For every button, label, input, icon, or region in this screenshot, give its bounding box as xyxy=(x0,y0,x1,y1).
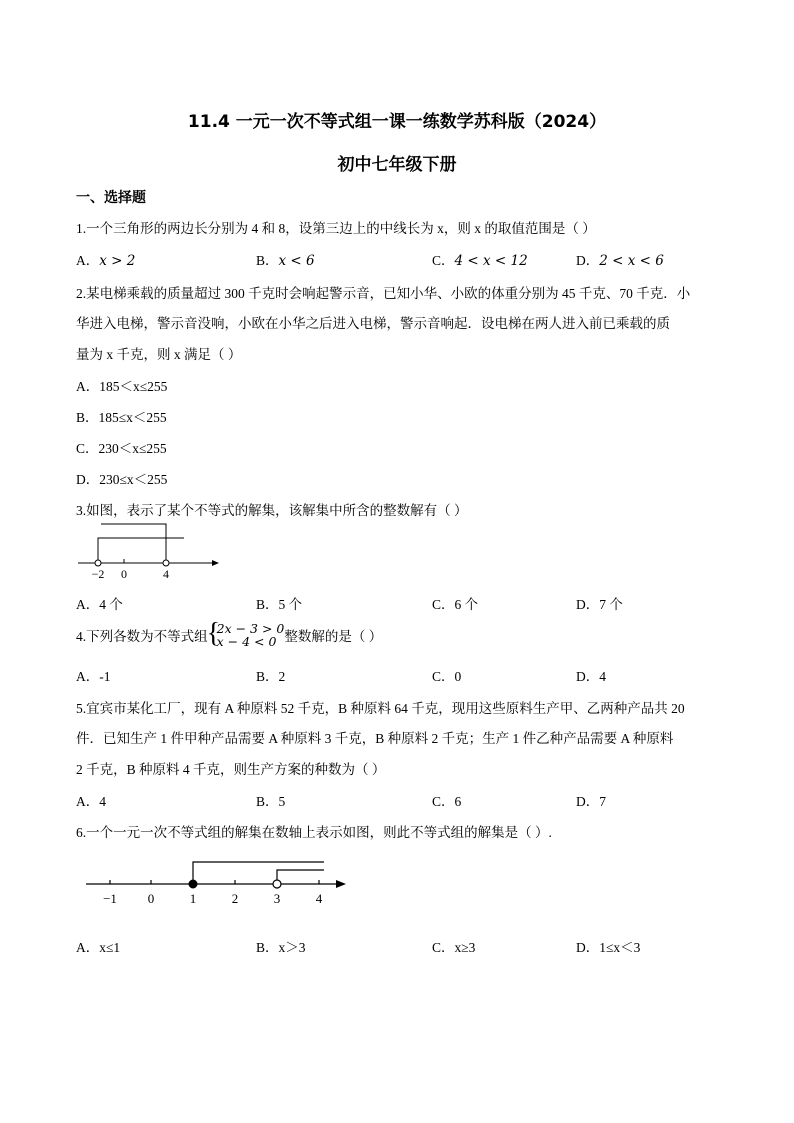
q1-stem: 1.一个三角形的两边长分别为 4 和 8，设第三边上的中线长为 x，则 x 的取值范围是（ ） xyxy=(76,221,596,236)
q4-stem-before: 4.下列各数为不等式组 xyxy=(76,629,208,644)
q6-axis-arrow-icon xyxy=(336,880,346,888)
q6-solution-ray-1 xyxy=(193,862,324,884)
q4-option-d[interactable]: D．4 xyxy=(576,669,606,684)
q6-option-d[interactable]: D．1≤x＜3 xyxy=(576,940,641,955)
q5-stem-line-3: 2 千克，B 种原料 4 千克，则生产方案的种数为（ ） xyxy=(76,762,386,777)
q1-option-d-math: 2 < x < 6 xyxy=(599,253,664,269)
q6-option-a[interactable]: A．x≤1 xyxy=(76,940,121,955)
q3-axis-arrow-icon xyxy=(212,560,219,566)
q2-stem-line-2: 华进入电梯，警示音没响，小欧在小华之后进入电梯，警示音响起．设电梯在两人进入前已乘载的质 xyxy=(76,316,670,331)
q3-solution-bracket-2 xyxy=(101,524,166,563)
q6-axis-label-2: 2 xyxy=(231,891,239,906)
q3-option-b[interactable]: B．5 个 xyxy=(256,597,303,612)
q1-option-d[interactable] xyxy=(576,249,664,269)
q6-axis-label-0: 0 xyxy=(147,891,155,906)
q5-option-a[interactable]: A．4 xyxy=(76,794,106,809)
q6-axis-label-3: 3 xyxy=(273,891,281,906)
q3-axis-label-neg2: −2 xyxy=(91,567,105,581)
q4-inequality-system xyxy=(206,618,285,649)
q6-number-line-figure xyxy=(80,855,360,915)
q2-stem-line-1: 2.某电梯乘载的质量超过 300 千克时会响起警示音，已知小华、小欧的体重分别为 45 千克、70 千克．小 xyxy=(76,286,691,301)
q5-stem-line-1: 5.宜宾市某化工厂，现有 A 种原料 52 千克，B 种原料 64 千克，现用这些原料生产甲、乙两种产品共 20 xyxy=(76,701,685,716)
q3-option-c[interactable]: C．6 个 xyxy=(432,597,479,612)
q5-option-d[interactable]: D．7 xyxy=(576,794,606,809)
q1-option-b[interactable] xyxy=(256,249,315,269)
q3-option-a[interactable]: A．4 个 xyxy=(76,597,123,612)
q2-option-c[interactable]: C．230＜x≤255 xyxy=(76,441,167,456)
q1-option-b-math: x < 6 xyxy=(278,253,315,269)
q4-option-a[interactable]: A．-1 xyxy=(76,669,111,684)
q5-option-c[interactable]: C．6 xyxy=(432,794,462,809)
q1-option-c[interactable] xyxy=(432,249,528,269)
q3-solution-bracket xyxy=(98,538,184,563)
q3-axis-label-0: 0 xyxy=(121,567,127,581)
q3-open-circle-2 xyxy=(163,560,169,566)
q4-stem xyxy=(76,618,383,649)
q2-option-d[interactable]: D．230≤x＜255 xyxy=(76,472,168,487)
q5-stem-line-2: 件．已知生产 1 件甲种产品需要 A 种原料 3 千克，B 种原料 2 千克；生产 1 件乙种产品需要 A 种原料 xyxy=(76,731,674,746)
q4-stem-after: 整数解的是（ ） xyxy=(284,629,383,644)
q1-option-a-label: A． xyxy=(76,253,100,268)
q6-open-circle xyxy=(273,880,281,888)
q2-stem-line-3: 量为 x 千克，则 x 满足（ ） xyxy=(76,347,242,362)
q5-option-b[interactable]: B．5 xyxy=(256,794,286,809)
q1-option-d-label: D． xyxy=(576,253,600,268)
q6-axis-label-neg1: −1 xyxy=(103,891,117,906)
q1-option-b-label: B． xyxy=(256,253,279,268)
q4-inequality-2: x − 4 < 0 xyxy=(216,634,277,649)
q1-option-a-math: x > 2 xyxy=(99,253,136,269)
q4-option-b[interactable]: B．2 xyxy=(256,669,286,684)
q1-option-a[interactable] xyxy=(76,249,135,269)
q3-axis-label-4: 4 xyxy=(163,567,169,581)
q3-number-line-figure xyxy=(74,522,224,582)
document-title: 11.4 一元一次不等式组一课一练数学苏科版（2024） xyxy=(187,112,607,132)
q1-option-c-math: 4 < x < 12 xyxy=(454,253,528,269)
q6-option-b[interactable]: B．x＞3 xyxy=(256,940,306,955)
q3-option-d[interactable]: D．7 个 xyxy=(576,597,623,612)
q2-option-b[interactable]: B．185≤x＜255 xyxy=(76,410,167,425)
document-subtitle: 初中七年级下册 xyxy=(337,155,457,175)
q3-open-circle xyxy=(95,560,101,566)
q2-option-a[interactable]: A．185＜x≤255 xyxy=(76,379,168,394)
q6-axis-label-1: 1 xyxy=(189,891,197,906)
q3-stem: 3.如图，表示了某个不等式的解集，该解集中所含的整数解有（ ） xyxy=(76,503,468,518)
q4-inequality-1: 2x − 3 > 0 xyxy=(216,621,285,636)
left-brace-icon: { xyxy=(206,618,221,649)
q6-stem: 6.一个一元一次不等式组的解集在数轴上表示如图，则此不等式组的解集是（ ）. xyxy=(76,825,552,840)
q6-axis-label-4: 4 xyxy=(315,891,323,906)
q6-option-c[interactable]: C．x≥3 xyxy=(432,940,476,955)
q6-solution-ray-2 xyxy=(277,870,324,884)
q4-option-c[interactable]: C．0 xyxy=(432,669,462,684)
q1-option-c-label: C． xyxy=(432,253,455,268)
section-heading: 一、选择题 xyxy=(76,190,146,206)
q6-closed-circle xyxy=(189,880,197,888)
